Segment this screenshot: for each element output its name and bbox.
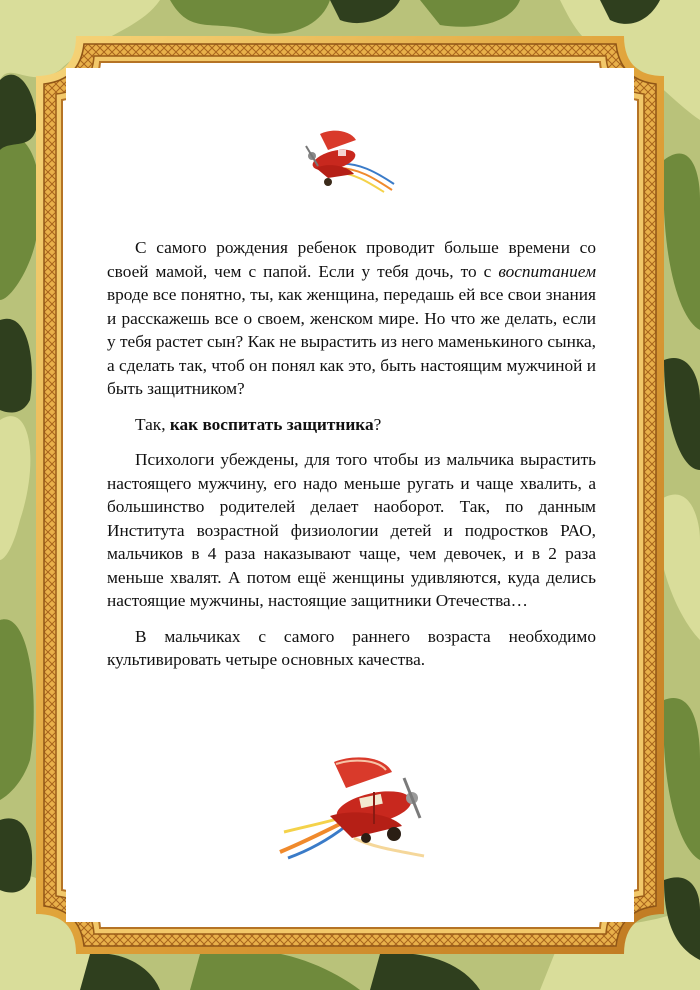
- bold-phrase: как воспитать защитника: [169, 414, 374, 434]
- paragraph-psychologists: Психологи убеждены, для того чтобы из мальчика вырастить настоящего мужчину, его надо меньше ругать и чаще хвалить, а большинство родителей делает наоборот. Так, по данным Института возрастной физиологии детей и подростков РАО, мальчиков в 4 раза наказывают чаще, чем девочек, и в 2 раза меньше хвалят. А потом ещё женщины удивляются, куда делись настоящие мужчины, настоящие защитники Отечества…: [107, 450, 596, 610]
- toy-biplane-icon: [298, 124, 398, 194]
- paragraph-qualities: В мальчиках с самого раннего возраста необходимо культивировать четыре основных качества.: [107, 626, 596, 669]
- emphasis-word: воспитанием: [498, 261, 596, 281]
- article-body: [107, 236, 596, 684]
- paragraph-question: Так, как воспитать защитника?: [135, 414, 382, 434]
- paragraph-intro: С самого рождения ребенок проводит больше времени со своей мамой, чем с папой. Если у тебя дочь, то с воспитанием вроде все понятно, ты, как женщина, передашь ей все свои знания и расскажешь все о своем, женском мире. Но что же делать, если у тебя растет сын? Как не вырастить из него маменькиного сынка, а сделать так, чтоб он понял как это, быть настоящим мужчиной и быть защитником?: [107, 238, 596, 398]
- toy-biplane-icon: [274, 752, 444, 862]
